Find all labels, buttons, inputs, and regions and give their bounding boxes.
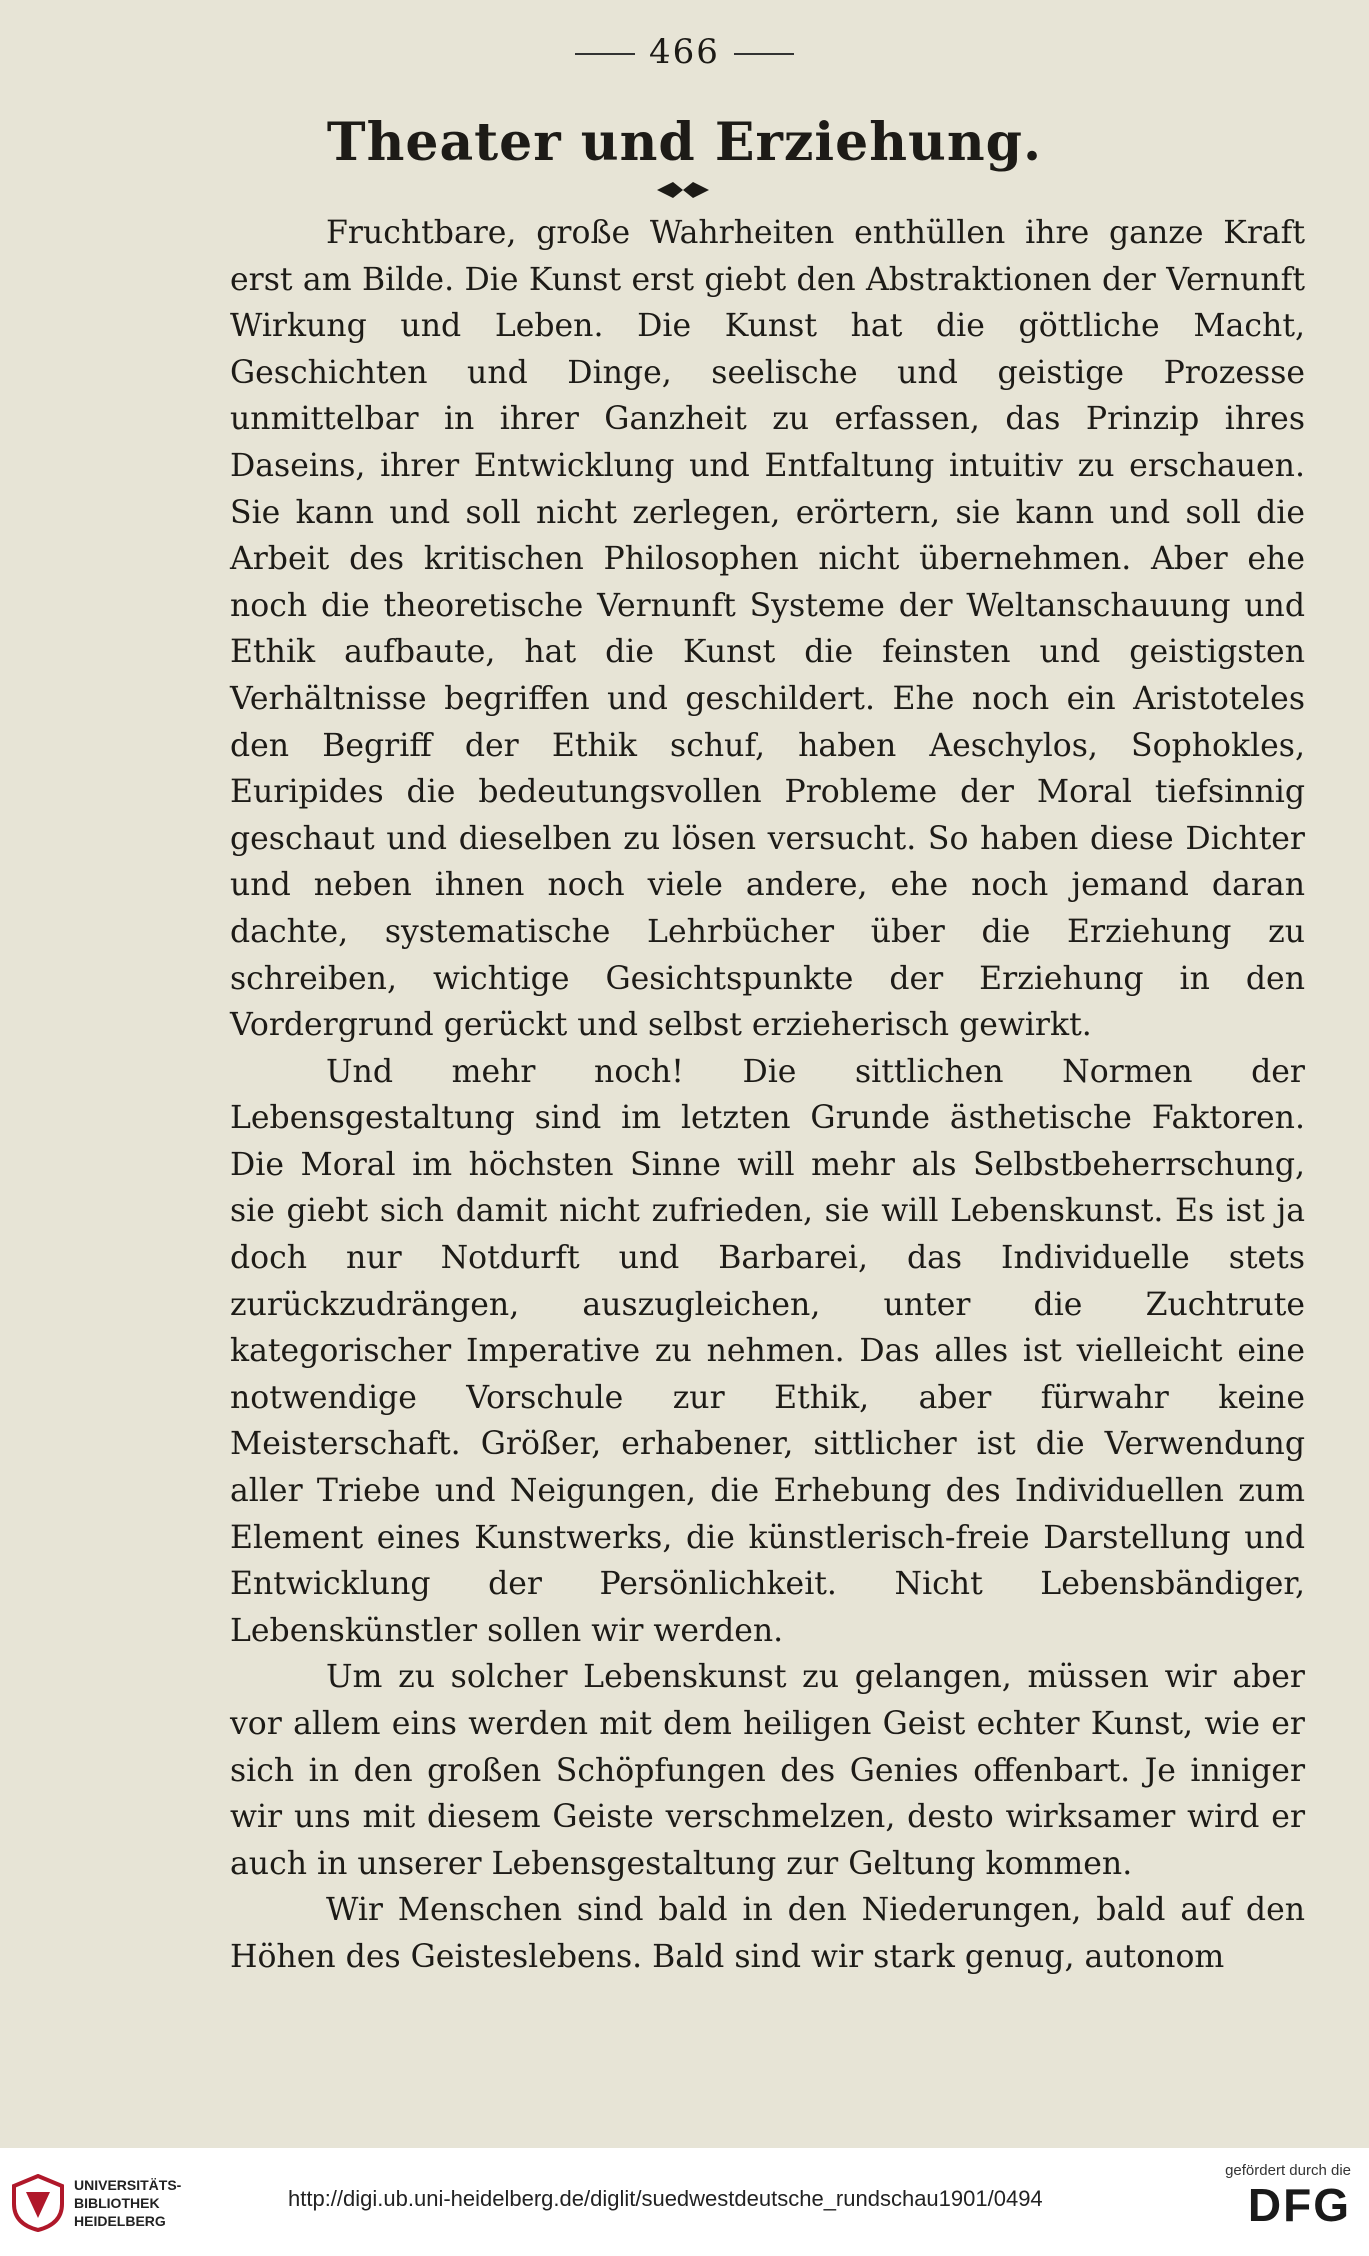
library-name: [74, 2176, 181, 2230]
article-title: Theater und Erziehung.: [326, 112, 1043, 173]
paragraph-2: Und mehr noch! Die sittlichen Normen der Lebensgestaltung sind im letzten Grunde ästhetische Faktoren. Die Moral im höchsten Sinne will mehr als Selbstbeherrschung, sie giebt sich damit nicht zufrieden, sie will Lebenskunst. Es ist ja doch nur Notdurft und Barbarei, das Individuelle stets zurückzudrängen, auszugleichen, unter die Zuchtrute kategorischer Imperative zu nehmen. Das alles ist vielleicht eine notwendige Vorschule zur Ethik, aber fürwahr keine Meisterschaft. Größer, erhabener, sittlicher ist die Verwendung aller Triebe und Neigungen, die Erhebung des Individuellen zum Element eines Kunstwerks, die künstlerisch-freie Darstellung und Entwicklung der Persönlichkeit. Nicht Lebensbändiger, Lebenskünstler sollen wir werden.: [230, 1053, 1305, 1649]
paragraph-3: Um zu solcher Lebenskunst zu gelangen, müssen wir aber vor allem eins werden mit dem heiligen Geist echter Kunst, wie er sich in den großen Schöpfungen des Genies offenbart. Je inniger wir uns mit diesem Geiste verschmelzen, desto wirksamer wird er auch in unserer Lebensgestaltung zur Geltung kommen.: [230, 1659, 1305, 1882]
paragraph-4: Wir Menschen sind bald in den Niederungen, bald auf den Höhen des Geisteslebens. Bald sind wir stark genug, autonom: [230, 1892, 1305, 1975]
source-url-link[interactable]: http://digi.ub.uni-heidelberg.de/diglit/suedwestdeutsche_rundschau1901/0494: [288, 2186, 1043, 2211]
library-logo[interactable]: [12, 2168, 182, 2238]
left-ornament: [575, 53, 635, 55]
page-number-text: 466: [649, 32, 720, 72]
library-seal-icon: [12, 2174, 64, 2232]
library-line-2: BIBLIOTHEK: [74, 2195, 160, 2211]
page-number: [0, 32, 1369, 72]
article-body: [230, 210, 1305, 1981]
dfg-logo: DFG: [1247, 2179, 1351, 2231]
paragraph-1: Fruchtbare, große Wahrheiten enthüllen ihre ganze Kraft erst am Bilde. Die Kunst erst giebt den Abstraktionen der Vernunft Wirkung und Leben. Die Kunst hat die göttliche Macht, Geschichten und Dinge, seelische und geistige Prozesse unmittelbar in ihrer Ganzheit zu erfassen, das Prinzip ihres Daseins, ihrer Entwicklung und Entfaltung intuitiv zu erschauen. Sie kann und soll nicht zerlegen, erörtern, sie kann und soll die Arbeit des kritischen Philosophen nicht übernehmen. Aber ehe noch die theoretische Vernunft Systeme der Weltanschauung und Ethik aufbaute, hat die Kunst die feinsten und geistigsten Verhältnisse begriffen und geschildert. Ehe noch ein Aristoteles den Begriff der Ethik schuf, haben Aeschylos, Sophokles, Euripides die bedeutungsvollen Probleme der Moral tiefsinnig geschaut und dieselben zu lösen versucht. So haben diese Dichter und neben ihnen noch viele andere, ehe noch jemand daran dachte, systematische Lehrbücher über die Erziehung zu schreiben, wichtige Gesichtspunkte der Erziehung in den Vordergrund gerückt und selbst erzieherisch gewirkt.: [230, 215, 1305, 1044]
right-ornament: [734, 53, 794, 55]
footer-bar: [0, 2148, 1369, 2256]
title-ornament-icon: [655, 180, 711, 200]
dfg-badge[interactable]: [1225, 2162, 1351, 2231]
library-line-3: HEIDELBERG: [74, 2213, 166, 2229]
dfg-promo-text: gefördert durch die: [1225, 2162, 1351, 2179]
library-line-1: UNIVERSITÄTS-: [74, 2177, 182, 2193]
